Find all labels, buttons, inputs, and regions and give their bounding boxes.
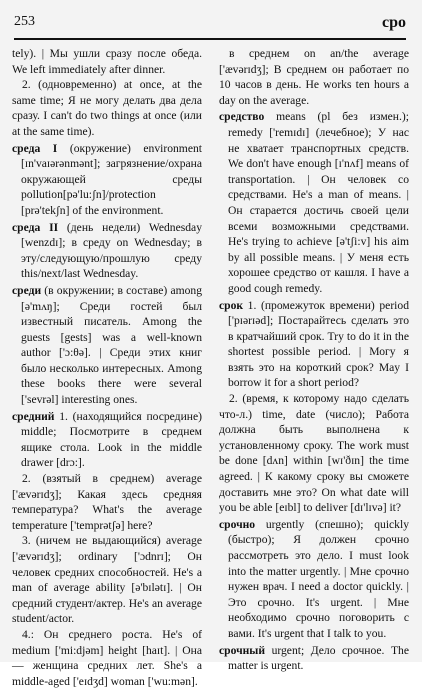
headword: срок — [219, 298, 244, 312]
headword: среди — [12, 283, 42, 297]
page-number: 253 — [14, 14, 35, 29]
entry-sense — [12, 471, 202, 533]
entry-text: 2. (время, к которому надо сделать что-л.) time, date (числo); Работа должна быть выполнена к установленному сроку. The work must be done [dʌn] within [wɪ'ðɪn] the time agreed. | К какому сроку вы сможете доставить мне это? On what date will you be able [eɪbl] to deliver [dɪ'lɪvə] it? — [219, 392, 409, 515]
header-rule — [14, 38, 406, 40]
entry-text: tely). | Мы ушли сразу после обеда. We left immediately after dinner. — [12, 47, 202, 76]
entry-text: в среднем on an/the average ['ævərɪdʒ]; В среднем он работает по 10 часов в день. He works ten hours a day on the average. — [219, 47, 409, 107]
entry-sense — [219, 391, 409, 516]
entry-text: urgently (спешно); quickly (быстро); Я должен срочно рассмотреть это дело. I must look into the matter urgently. | Мне срочно нужен врач. I need a doctor quickly. | Это срочно. It's urgent. | Мне необходимо срочно поговорить с вами. It's urgent that I talk to you. — [228, 517, 409, 640]
entry-text: 2. (одновременно) at once, at the same time; Я не могу делать два дела сразу. I can't do two things at once (или at the same time). — [12, 78, 202, 138]
entry-text: (окружение) environment [ɪn'vaɪərənmənt]; загрязнение/охрана окружающей среды pollution[pə'lu:ʃn]/protection [prə'tekʃn] of the environment. — [21, 141, 202, 217]
headword: срочно — [219, 517, 256, 531]
right-column — [219, 46, 409, 674]
headword: срочный — [219, 643, 266, 657]
dictionary-entry — [219, 298, 409, 392]
headword: средний — [12, 409, 55, 423]
headword: средство — [219, 110, 265, 124]
entry-text: 1. (промежуток времени) period ['pɪərɪəd]; Постарайтесь сделать это в кратчайший срок. Try to do it in the shortest possible period. | Могу я взять это на короткий срок? May I borrow it for a short period? — [228, 298, 409, 390]
headword: среда II — [12, 220, 59, 234]
dictionary-entry — [12, 283, 202, 408]
entry-text: (день недели) Wednesday [wenzdɪ]; в среду on Wednesday; в эту/следующую/прошлую среду this/next/last Wednesday. — [21, 220, 202, 281]
entry-text: 3. (ничем не выдающийся) average ['ævərɪdʒ]; ordinary ['ɔdnrɪ]; Он человек средних способностей. He's a man of average ability [ə'bɪlətɪ]. | Он средний студент/актер. He's an average student/actor. — [12, 534, 202, 626]
dictionary-entry — [12, 220, 202, 282]
entry-text: urgent; Дело срочное. The matter is urgent. — [228, 643, 409, 673]
entry-sense — [219, 46, 409, 108]
dictionary-entry — [219, 109, 409, 296]
entry-sense — [12, 627, 202, 689]
entry-text: 2. (взятый в среднем) average ['ævərɪdʒ]; Какая здесь средняя температура? What's the average temperature ['temprətʃə] here? — [12, 472, 202, 532]
dictionary-entry — [219, 643, 409, 674]
page-header — [14, 14, 406, 36]
dictionary-entry — [219, 517, 409, 642]
dictionary-entry — [12, 141, 202, 219]
entry-text: (в окружении; в составе) among [ə'mʌŋ]; Среди гостей был известный писатель. Among the guests [gests] was a well-known author ['ɔ:θə]. | Среди этих книг было несколько интересных. Among these books there were several ['sevrəl] interesting ones. — [21, 283, 202, 407]
left-column — [12, 46, 202, 689]
entry-text: 4.: Он среднего роста. He's of medium ['mi:djəm] height [haɪt]. | Она — женщина средних лет. She's a middle-aged ['eɪdʒd] woman ['wu:mən]. — [12, 627, 202, 688]
headword: среда I — [12, 141, 58, 155]
guide-word: сро — [382, 14, 406, 31]
entry-text: means (pl без измен.); remedy ['remɪdɪ] (лечебное); У нас не хватает транспортных средств. We don't have enough [ɪ'nʌf] means of transportation. | Он человек со средствами. He's a man of means. | Он старается достичь своей цели всеми возможными средствами. He's trying to achieve [ə'tʃi:v] his aim by all possible means. | У меня есть хорошее средство от кашля. I have a good cough remedy. — [228, 110, 409, 295]
dictionary-entry — [12, 409, 202, 471]
entry-sense — [12, 533, 202, 627]
entry-continuation — [12, 46, 202, 77]
entry-sense — [12, 77, 202, 139]
entry-text: 1. (находящийся посредине) middle; Посмотрите в среднем ящике стола. Look in the middle drawer [drɔ:]. — [21, 409, 202, 470]
